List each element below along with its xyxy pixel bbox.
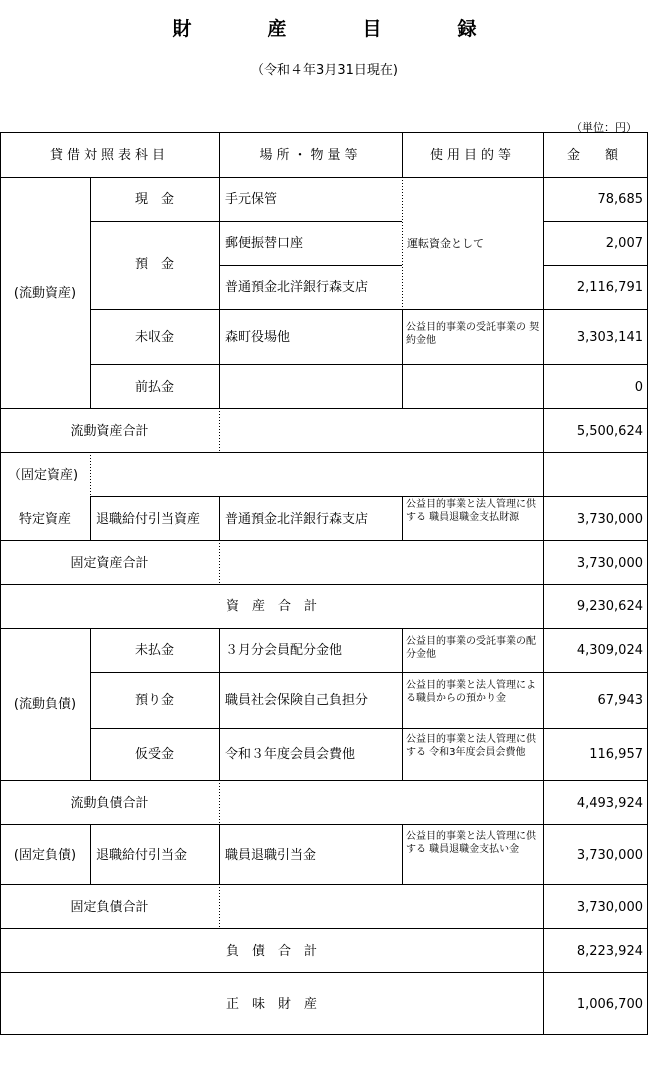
liability-place-deposit: 職員社会保険自己負担分 <box>225 693 369 708</box>
liability-purpose-deposit: 公益目的事業と法人管理による職員からの預かり金 <box>406 680 536 704</box>
retirement-asset-amount: 3,730,000 <box>576 512 643 527</box>
liability-purpose-payable: 公益目的事業の受託事業の配分金他 <box>406 636 536 660</box>
header-place: 場所・物量等 <box>259 148 362 163</box>
retirement-asset-purpose: 公益目的事業と法人管理に供する 職員退職金支払財源 <box>406 499 536 523</box>
deposit-amount-postal: 2,007 <box>605 236 643 251</box>
fixed-liabilities-group: (固定負債) <box>13 848 77 863</box>
liability-amount-deposit: 67,943 <box>597 693 643 708</box>
retirement-asset-label: 退職給付引当資産 <box>96 512 201 527</box>
fixed-assets-total: 3,730,000 <box>576 556 643 571</box>
liability-label-deposit: 預り金 <box>134 693 174 708</box>
deposits-label: 預 金 <box>134 257 174 272</box>
receivable-amount: 3,303,141 <box>576 330 643 345</box>
net-assets-label: 正 味 財 産 <box>225 997 317 1012</box>
header-account: 貸借対照表科目 <box>49 148 169 163</box>
title-char: 目 <box>362 18 382 40</box>
retirement-liability-amount: 3,730,000 <box>576 848 643 863</box>
retirement-liability-purpose: 公益目的事業と法人管理に供する 職員退職金支払い金 <box>406 831 536 855</box>
liability-place-payable: ３月分会員配分金他 <box>225 643 343 658</box>
cash-label: 現 金 <box>134 192 174 207</box>
receivable-label: 未収金 <box>134 330 174 345</box>
cash-place: 手元保管 <box>225 192 278 207</box>
receivable-purpose: 公益目的事業の受託事業の 契約金他 <box>406 322 540 346</box>
fixed-liabilities-total: 3,730,000 <box>576 900 643 915</box>
retirement-asset-place: 普通預金北洋銀行森支店 <box>225 512 369 527</box>
retirement-liability-label: 退職給付引当金 <box>96 848 188 863</box>
current-assets-total-label: 流動資産合計 <box>70 424 149 439</box>
header-purpose: 使用目的等 <box>429 148 515 163</box>
liability-label-suspense: 仮受金 <box>134 747 174 762</box>
current-liabilities-group: (流動負債) <box>13 697 77 712</box>
current-liabilities-total: 4,493,924 <box>576 796 643 811</box>
assets-total: 9,230,624 <box>576 599 643 614</box>
fixed-assets-group: （固定資産) <box>8 468 79 483</box>
liabilities-total: 8,223,924 <box>576 944 643 959</box>
retirement-liability-place: 職員退職引当金 <box>225 848 317 863</box>
deposit-place-postal: 郵便振替口座 <box>225 236 304 251</box>
fixed-assets-total-label: 固定資産合計 <box>70 556 149 571</box>
current-assets-group: (流動資産) <box>13 286 77 301</box>
title-char: 録 <box>457 18 477 40</box>
liability-place-suspense: 令和３年度会員会費他 <box>225 747 356 762</box>
specific-assets-label: 特定資産 <box>18 512 71 527</box>
net-assets-amount: 1,006,700 <box>576 997 643 1012</box>
current-assets-total: 5,500,624 <box>576 424 643 439</box>
header-amount: 金 額 <box>566 148 624 163</box>
current-liabilities-total-label: 流動負債合計 <box>70 796 149 811</box>
as-of-date: （令和４年3月31日現在) <box>251 63 398 78</box>
assets-total-label: 資 産 合 計 <box>225 599 317 614</box>
prepaid-amount: 0 <box>634 380 643 395</box>
liability-purpose-suspense: 公益目的事業と法人管理に供する 令和3年度会員会費他 <box>406 734 536 758</box>
liability-amount-payable: 4,309,024 <box>576 643 643 658</box>
title-char: 産 <box>267 18 287 40</box>
document-title <box>0 14 649 41</box>
receivable-place: 森町役場他 <box>225 330 291 345</box>
unit-label: （単位：円） <box>571 121 637 134</box>
deposits-purpose: 運転資金として <box>407 237 484 250</box>
title-char: 財 <box>172 18 192 40</box>
liability-label-payable: 未払金 <box>134 643 174 658</box>
deposit-amount-bank: 2,116,791 <box>576 280 643 295</box>
prepaid-label: 前払金 <box>134 380 174 395</box>
cash-amount: 78,685 <box>597 192 643 207</box>
deposit-place-bank: 普通預金北洋銀行森支店 <box>225 280 369 295</box>
fixed-liabilities-total-label: 固定負債合計 <box>70 900 149 915</box>
liabilities-total-label: 負 債 合 計 <box>225 944 317 959</box>
liability-amount-suspense: 116,957 <box>589 747 643 762</box>
